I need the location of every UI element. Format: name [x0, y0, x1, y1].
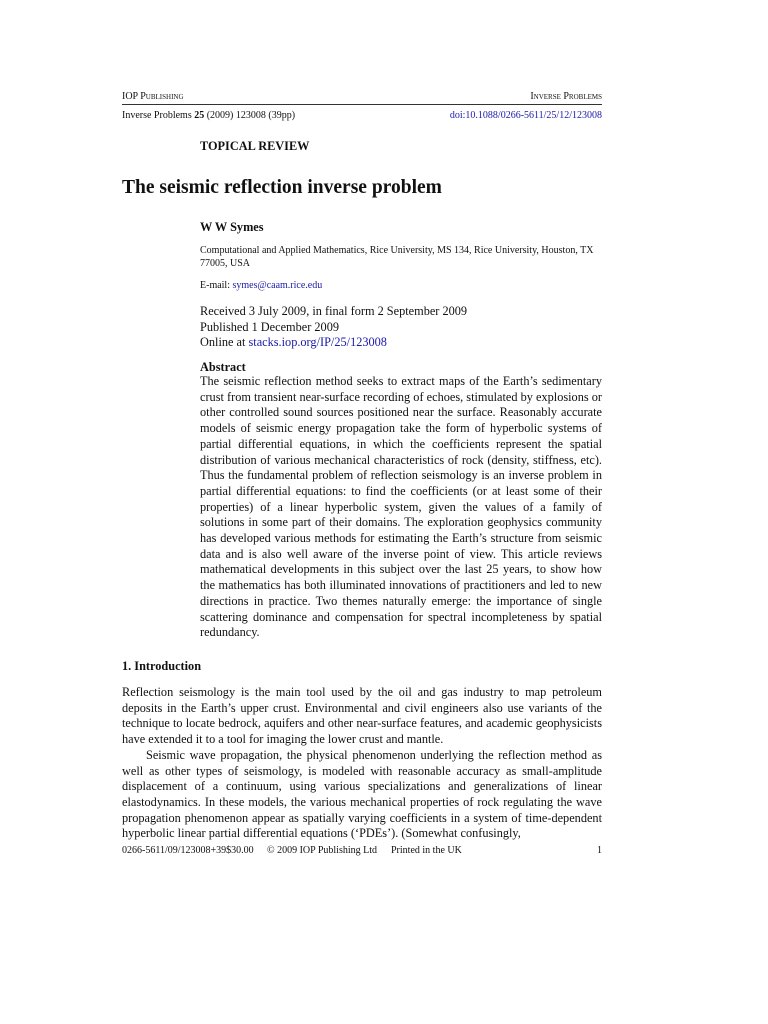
- publisher-name: IOP Publishing: [122, 91, 184, 102]
- email-line: [200, 279, 322, 292]
- abstract-text: The seismic reflection method seeks to extract maps of the Earth’s sedimentary crust from transient near-surface recording of echoes, stimulated by explosions or other controlled sound sources positioned near the surface. Reasonably accurate models of seismic energy propagation take the form of hyperbolic systems of partial differential equations, in which the coefficients represent the spatial distribution of various mechanical characteristics of rock (density, stiffness, etc). Thus the fundamental problem of reflection seismology is an inverse problem in partial differential equations: to find the coefficients (or at least some of their properties) of a linear hyperbolic system, given the values of a family of solutions in some part of their domains. The exploration geophysics community has developed various methods for estimating the Earth’s structure from seismic data and is also well aware of the inverse point of view. This article reviews mathematical developments in this subject over the last 25 years, to show how the mathematics has both illuminated innovations of practitioners and led to new directions in practice. Two themes naturally emerge: the importance of single scattering dominance and compensation for spectral incompleteness by spatial redundancy.: [200, 374, 602, 640]
- intro-paragraph-1: Reflection seismology is the main tool used by the oil and gas industry to map petroleum deposits in the Earth’s upper crust. Environmental and civil engineers also use variants of the technique to locate bedrock, aquifers and other near-surface features, and academic geophysicists have extended it to a tool for imaging the lower crust and mantle.: [122, 685, 602, 747]
- abstract-heading: Abstract: [200, 360, 246, 374]
- footer-printed: Printed in the UK: [391, 845, 462, 856]
- online-line: [200, 335, 467, 351]
- footer-code: 0266-5611/09/123008+39$30.00: [122, 845, 254, 856]
- affiliation: Computational and Applied Mathematics, Rice University, MS 134, Rice University, Houston, TX 77005, USA: [200, 245, 594, 269]
- citation: [122, 109, 295, 122]
- introduction-body: [122, 685, 602, 842]
- article-type: TOPICAL REVIEW: [200, 139, 310, 153]
- online-url-link[interactable]: stacks.iop.org/IP/25/123008: [248, 335, 387, 350]
- dates-block: [200, 304, 467, 351]
- online-label: Online at: [200, 335, 249, 350]
- journal-name: Inverse Problems: [530, 91, 602, 102]
- abstract-body: [200, 374, 602, 641]
- intro-paragraph-2: Seismic wave propagation, the physical phenomenon underlying the reflection method as well as other types of seismology, is modeled with reasonable accuracy as small-amplitude displacement of a continuum, using various specializations and generalizations of linear elastodynamics. In these models, the various mechanical properties of rock regulating the wave propagation phenomenon appear as spatially varying coefficients in a system of time-dependent hyperbolic linear partial differential equations (‘PDEs’). (Somewhat confusingly,: [122, 747, 602, 841]
- header-rule: [122, 104, 602, 105]
- citation-suffix: (2009) 123008 (39pp): [204, 110, 296, 121]
- received-date: Received 3 July 2009, in final form 2 September 2009: [200, 304, 468, 318]
- email-label: E-mail:: [200, 280, 233, 291]
- section-heading-introduction: 1. Introduction: [122, 659, 202, 673]
- page-number: 1: [597, 845, 602, 856]
- doi-link[interactable]: doi:10.1088/0266-5611/25/12/123008: [449, 110, 602, 121]
- footer-copyright: © 2009 IOP Publishing Ltd: [267, 845, 378, 856]
- citation-prefix: Inverse Problems: [122, 110, 195, 121]
- email-link[interactable]: symes@caam.rice.edu: [232, 280, 323, 291]
- published-date: Published 1 December 2009: [200, 319, 339, 334]
- article-title: The seismic reflection inverse problem: [122, 177, 442, 198]
- author-name: W W Symes: [200, 220, 264, 234]
- citation-volume: 25: [194, 110, 205, 121]
